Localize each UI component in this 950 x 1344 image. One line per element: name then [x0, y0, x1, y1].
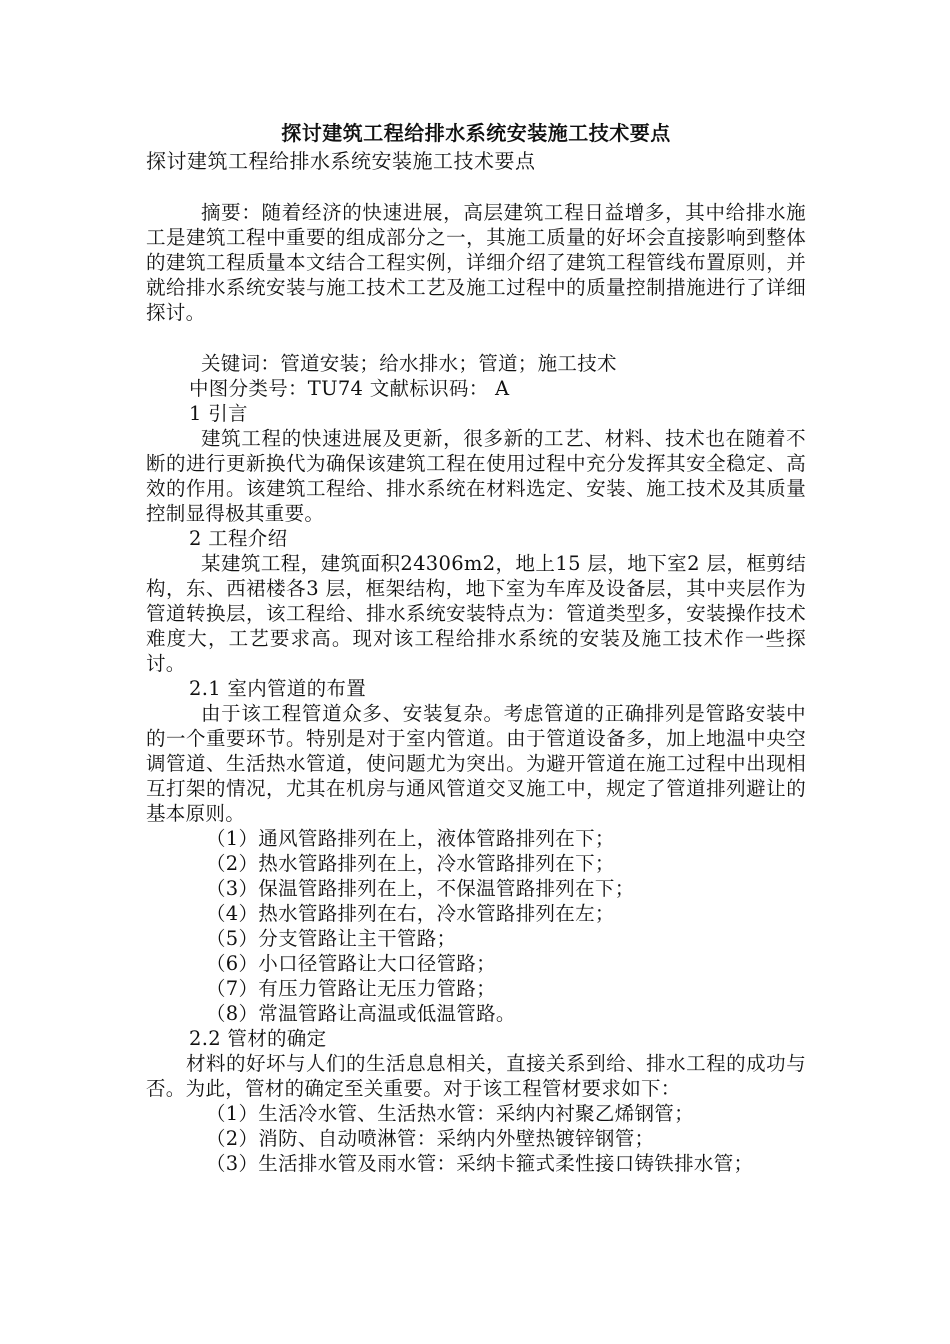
document-title: 探讨建筑工程给排水系统安装施工技术要点 — [281, 121, 671, 145]
section-2-1-body: 由于该工程管道众多、安装复杂。考虑管道的正确排列是管路安装中的一个重要环节。特别是对于室内管道。由于管道设备多，加上地温中央空调管道、生活热水管道，使问题尤为突出。为避开管道在施工过程中出现相互打架的情况，尤其在机房与通风管道交叉施工中，规定了管道排列避让的基本原则。 — [146, 702, 806, 825]
list-item: （5）分支管路让主干管路； — [206, 927, 457, 950]
list-item: （1）通风管路排列在上，液体管路排列在下； — [206, 827, 615, 850]
section-1-heading: 1 引言 — [189, 402, 248, 425]
section-2-body: 某建筑工程，建筑面积24306m2，地上15 层，地下室2 层，框剪结构，东、西裙楼各3 层，框架结构，地下室为车库及设备层，其中夹层作为管道转换层，该工程给、排水系统安装特点为：管道类型多，安装操作技术难度大，工艺要求高。现对该工程给排水系统的安装及施工技术作一些探讨。 — [146, 552, 806, 675]
document-page — [146, 118, 806, 1176]
list-item: （3）生活排水管及雨水管：采纳卡箍式柔性接口铸铁排水管； — [206, 1152, 754, 1175]
abstract-paragraph: 摘要：随着经济的快速进展，高层建筑工程日益增多，其中给排水施工是建筑工程中重要的组成部分之一，其施工质量的好坏会直接影响到整体的建筑工程质量本文结合工程实例，详细介绍了建筑工程管线布置原则，并就给排水系统安装与施工技术工艺及施工过程中的质量控制措施进行了详细探讨。 — [146, 201, 806, 324]
classification-line: 中图分类号：TU74 文献标识码： A — [189, 377, 510, 400]
list-item: （4）热水管路排列在右，冷水管路排列在左； — [206, 902, 615, 925]
list-item: （2）消防、自动喷淋管：采纳内外壁热镀锌钢管； — [206, 1127, 655, 1150]
section-2-heading: 2 工程介绍 — [189, 527, 288, 550]
section-2-2-heading: 2.2 管材的确定 — [189, 1027, 327, 1050]
list-item: （3）保温管路排列在上，不保温管路排列在下； — [206, 877, 635, 900]
section-2-1-heading: 2.1 室内管道的布置 — [189, 677, 367, 700]
list-item: （2）热水管路排列在上，冷水管路排列在下； — [206, 852, 615, 875]
keywords-line: 关键词：管道安装；给水排水；管道；施工技术 — [201, 352, 617, 375]
list-item: （7）有压力管路让无压力管路； — [206, 977, 496, 1000]
list-item: （8）常温管路让高温或低温管路。 — [206, 1002, 516, 1025]
list-item: （1）生活冷水管、生活热水管：采纳内衬聚乙烯钢管； — [206, 1102, 694, 1125]
list-item: （6）小口径管路让大口径管路； — [206, 952, 496, 975]
section-1-body: 建筑工程的快速进展及更新，很多新的工艺、材料、技术也在随着不断的进行更新换代为确保该建筑工程在使用过程中充分发挥其安全稳定、高效的作用。该建筑工程给、排水系统在材料选定、安装、施工技术及其质量控制显得极其重要。 — [146, 427, 806, 525]
section-2-2-body: 材料的好坏与人们的生活息息相关，直接关系到给、排水工程的成功与否。为此，管材的确定至关重要。对于该工程管材要求如下： — [146, 1052, 806, 1100]
document-subtitle: 探讨建筑工程给排水系统安装施工技术要点 — [146, 149, 536, 173]
